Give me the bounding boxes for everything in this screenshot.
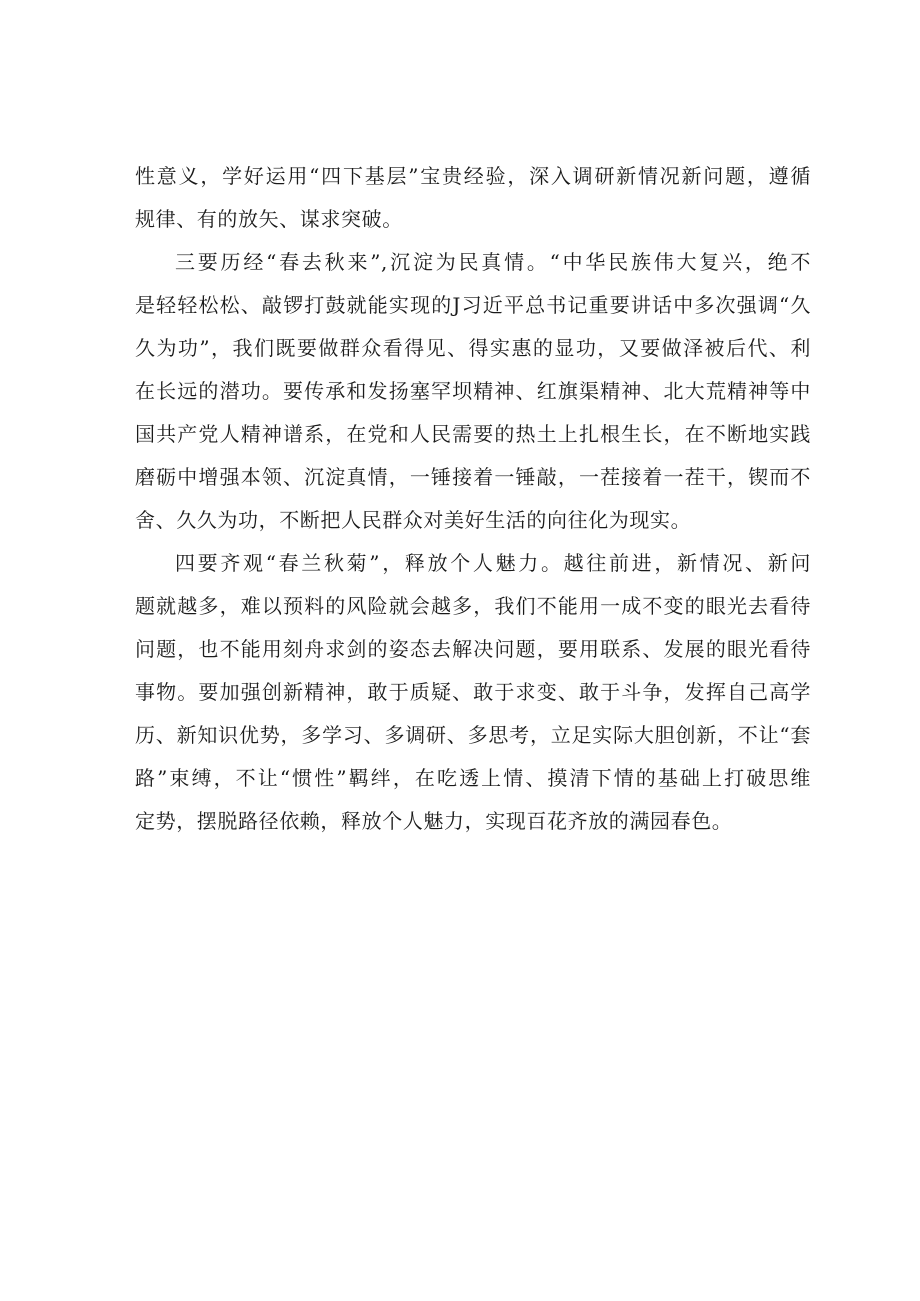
body-text bbox=[135, 155, 811, 843]
text-line: 舍、久久为功，不断把人民群众对美好生活的向往化为现实。 bbox=[135, 508, 692, 532]
paragraph-continuation bbox=[135, 155, 811, 241]
paragraph-point-three bbox=[135, 241, 811, 542]
text-line: 三要历经“春去秋来”,沉淀为民真情。“中华民族伟大复兴，绝不 bbox=[175, 250, 811, 274]
paragraph-point-four bbox=[135, 542, 811, 843]
text-line: 磨砺中增强本领、沉淀真情，一锤接着一锤敲，一茬接着一茬干，锲而不 bbox=[135, 465, 811, 489]
text-line: 问题，也不能用刻舟求剑的姿态去解决问题，要用联系、发展的眼光看待 bbox=[135, 637, 811, 661]
text-line: 规律、有的放矢、谋求突破。 bbox=[135, 207, 403, 231]
text-line: 性意义，学好运用“四下基层”宝贵经验，深入调研新情况新问题，遵循 bbox=[135, 164, 811, 188]
text-line: 在长远的潜功。要传承和发扬塞罕坝精神、红旗渠精神、北大荒精神等中 bbox=[135, 379, 811, 403]
text-line: 事物。要加强创新精神，敢于质疑、敢于求变、敢于斗争，发挥自己高学 bbox=[135, 680, 811, 704]
text-line: 题就越多，难以预料的风险就会越多，我们不能用一成不变的眼光去看待 bbox=[135, 594, 811, 618]
text-line: 国共产党人精神谱系，在党和人民需要的热土上扎根生长，在不断地实践 bbox=[135, 422, 811, 446]
text-line: 路”束缚，不让“惯性”羁绊，在吃透上情、摸清下情的基础上打破思维 bbox=[135, 766, 811, 790]
text-line: 定势，摆脱路径依赖，释放个人魅力，实现百花齐放的满园春色。 bbox=[135, 809, 733, 833]
text-line: 是轻轻松松、敲锣打鼓就能实现的J习近平总书记重要讲话中多次强调“久 bbox=[135, 293, 811, 317]
text-line: 历、新知识优势，多学习、多调研、多思考，立足实际大胆创新，不让“套 bbox=[135, 723, 811, 747]
text-line: 久为功”，我们既要做群众看得见、得实惠的显功，又要做泽被后代、利 bbox=[135, 336, 811, 360]
text-line: 四要齐观“春兰秋菊”，释放个人魅力。越往前进，新情况、新问 bbox=[175, 551, 811, 575]
